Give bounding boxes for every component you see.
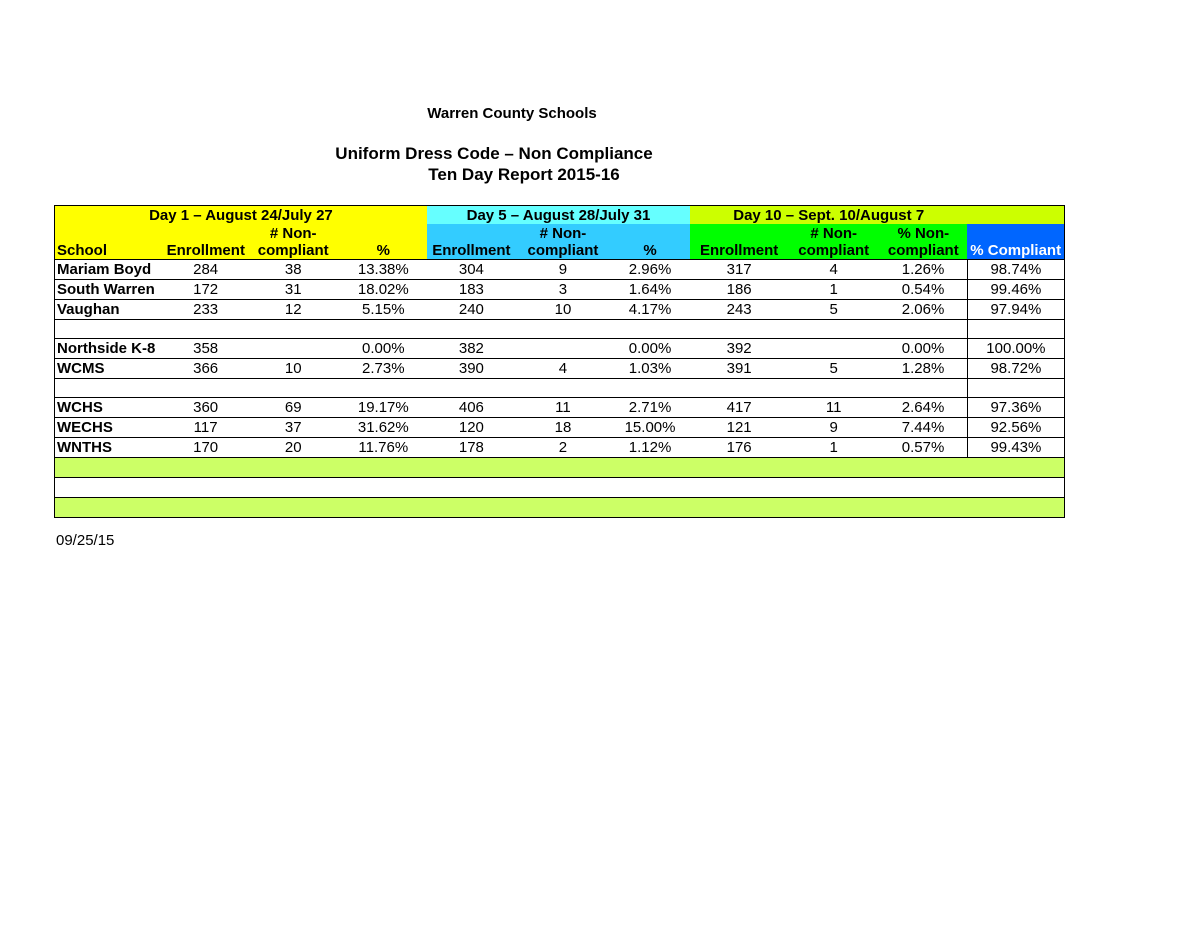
- header-d1-noncompliant-l2: compliant: [257, 242, 329, 259]
- cell-school: South Warren: [55, 280, 165, 300]
- cell-d5-noncompliant: [516, 339, 610, 359]
- group-day10: Day 10 – Sept. 10/August 7: [690, 206, 967, 225]
- header-d10-noncompliant-l1: # Non-: [810, 225, 858, 242]
- cell-d10-percent: 1.26%: [879, 260, 967, 280]
- cell-compliant: 99.43%: [967, 438, 1064, 458]
- cell-school: WCMS: [55, 359, 165, 379]
- cell-d10-percent: 0.57%: [879, 438, 967, 458]
- group-header-row: [55, 206, 1065, 225]
- header-d10-percent: [879, 224, 967, 260]
- cell-d1-percent: 19.17%: [340, 398, 427, 418]
- cell-compliant: 100.00%: [967, 339, 1064, 359]
- cell-d10-noncompliant: 9: [788, 418, 879, 438]
- table-row: [55, 398, 1065, 418]
- table-row: [55, 359, 1065, 379]
- cell-d5-enrollment: 406: [427, 398, 516, 418]
- column-header-row: [55, 224, 1065, 260]
- header-d5-percent: %: [610, 224, 690, 260]
- cell-d10-noncompliant: 1: [788, 280, 879, 300]
- spacer-row: [55, 379, 1065, 398]
- report-subtitle: Ten Day Report 2015-16: [428, 165, 620, 184]
- table-row: [55, 339, 1065, 359]
- header-compliant: % Compliant: [967, 224, 1064, 260]
- cell-d5-noncompliant: 18: [516, 418, 610, 438]
- cell-d10-enrollment: 121: [690, 418, 788, 438]
- cell-d5-percent: 4.17%: [610, 300, 690, 320]
- group-blank: [967, 206, 1064, 225]
- cell-d10-percent: 1.28%: [879, 359, 967, 379]
- cell-school: WNTHS: [55, 438, 165, 458]
- cell-d1-percent: 0.00%: [340, 339, 427, 359]
- cell-d1-percent: 13.38%: [340, 260, 427, 280]
- cell-d10-noncompliant: 11: [788, 398, 879, 418]
- cell-d1-enrollment: 358: [165, 339, 247, 359]
- cell-d1-noncompliant: 12: [247, 300, 340, 320]
- cell-d1-enrollment: 172: [165, 280, 247, 300]
- cell-d1-enrollment: 360: [165, 398, 247, 418]
- footer-band: [55, 498, 1065, 518]
- cell-d10-noncompliant: 4: [788, 260, 879, 280]
- cell-d5-enrollment: 178: [427, 438, 516, 458]
- cell-d1-enrollment: 170: [165, 438, 247, 458]
- cell-d10-enrollment: 317: [690, 260, 788, 280]
- footer-band: [55, 478, 1065, 498]
- header-d5-enrollment: Enrollment: [427, 224, 516, 260]
- cell-school: Mariam Boyd: [55, 260, 165, 280]
- cell-d1-noncompliant: 69: [247, 398, 340, 418]
- table-row: [55, 260, 1065, 280]
- cell-d5-percent: 2.96%: [610, 260, 690, 280]
- cell-d5-enrollment: 304: [427, 260, 516, 280]
- cell-d1-enrollment: 233: [165, 300, 247, 320]
- cell-d10-noncompliant: [788, 339, 879, 359]
- table-row: [55, 300, 1065, 320]
- header-d10-noncompliant: [788, 224, 879, 260]
- group-day1: Day 1 – August 24/July 27: [55, 206, 427, 225]
- header-d5-noncompliant-l1: # Non-: [539, 225, 587, 242]
- cell-d1-percent: 5.15%: [340, 300, 427, 320]
- cell-d1-noncompliant: [247, 339, 340, 359]
- cell-d10-enrollment: 417: [690, 398, 788, 418]
- header-school: School: [55, 224, 165, 260]
- cell-d1-noncompliant: 37: [247, 418, 340, 438]
- header-d10-enrollment: Enrollment: [690, 224, 788, 260]
- cell-d1-enrollment: 284: [165, 260, 247, 280]
- footer-band: [55, 458, 1065, 478]
- cell-d5-percent: 1.12%: [610, 438, 690, 458]
- cell-d10-enrollment: 391: [690, 359, 788, 379]
- cell-d1-percent: 31.62%: [340, 418, 427, 438]
- header-d1-noncompliant: [247, 224, 340, 260]
- cell-compliant: 98.72%: [967, 359, 1064, 379]
- cell-compliant: 97.94%: [967, 300, 1064, 320]
- cell-d1-noncompliant: 20: [247, 438, 340, 458]
- cell-d10-noncompliant: 1: [788, 438, 879, 458]
- cell-d5-enrollment: 120: [427, 418, 516, 438]
- cell-d10-percent: 0.54%: [879, 280, 967, 300]
- cell-d1-enrollment: 366: [165, 359, 247, 379]
- cell-d10-percent: 2.06%: [879, 300, 967, 320]
- cell-d10-enrollment: 176: [690, 438, 788, 458]
- cell-d10-percent: 2.64%: [879, 398, 967, 418]
- cell-d5-noncompliant: 11: [516, 398, 610, 418]
- cell-d5-enrollment: 240: [427, 300, 516, 320]
- cell-d5-percent: 1.64%: [610, 280, 690, 300]
- spacer-row: [55, 320, 1065, 339]
- cell-d10-enrollment: 186: [690, 280, 788, 300]
- cell-d5-percent: 15.00%: [610, 418, 690, 438]
- cell-d10-noncompliant: 5: [788, 300, 879, 320]
- cell-d5-noncompliant: 9: [516, 260, 610, 280]
- cell-d5-noncompliant: 2: [516, 438, 610, 458]
- cell-compliant: 97.36%: [967, 398, 1064, 418]
- header-d1-enrollment: Enrollment: [165, 224, 247, 260]
- cell-d1-noncompliant: 38: [247, 260, 340, 280]
- report-date: 09/25/15: [56, 532, 115, 549]
- cell-compliant: 92.56%: [967, 418, 1064, 438]
- table-row: [55, 418, 1065, 438]
- header-d5-noncompliant-l2: compliant: [527, 242, 599, 259]
- report-title: Uniform Dress Code – Non Compliance: [335, 144, 653, 163]
- cell-d5-percent: 1.03%: [610, 359, 690, 379]
- cell-school: Vaughan: [55, 300, 165, 320]
- cell-d5-noncompliant: 10: [516, 300, 610, 320]
- header-d1-noncompliant-l1: # Non-: [269, 225, 317, 242]
- group-day5: Day 5 – August 28/July 31: [427, 206, 690, 225]
- cell-d5-percent: 2.71%: [610, 398, 690, 418]
- cell-d1-percent: 2.73%: [340, 359, 427, 379]
- cell-d10-enrollment: 392: [690, 339, 788, 359]
- cell-d10-percent: 0.00%: [879, 339, 967, 359]
- report-table: [54, 205, 1065, 518]
- cell-compliant: 99.46%: [967, 280, 1064, 300]
- cell-d1-noncompliant: 31: [247, 280, 340, 300]
- header-d10-percent-l2: compliant: [887, 242, 959, 259]
- cell-d5-enrollment: 390: [427, 359, 516, 379]
- cell-school: WCHS: [55, 398, 165, 418]
- cell-school: Northside K-8: [55, 339, 165, 359]
- header-d5-noncompliant: [516, 224, 610, 260]
- cell-d5-noncompliant: 3: [516, 280, 610, 300]
- cell-compliant: 98.74%: [967, 260, 1064, 280]
- cell-d5-enrollment: 382: [427, 339, 516, 359]
- cell-d5-percent: 0.00%: [610, 339, 690, 359]
- cell-d1-percent: 11.76%: [340, 438, 427, 458]
- cell-d1-noncompliant: 10: [247, 359, 340, 379]
- table-row: [55, 438, 1065, 458]
- cell-d10-noncompliant: 5: [788, 359, 879, 379]
- cell-d10-enrollment: 243: [690, 300, 788, 320]
- header-d10-percent-l1: % Non-: [897, 225, 950, 242]
- header-d1-percent: %: [340, 224, 427, 260]
- cell-d1-enrollment: 117: [165, 418, 247, 438]
- cell-d5-enrollment: 183: [427, 280, 516, 300]
- header-d10-noncompliant-l2: compliant: [798, 242, 870, 259]
- cell-d10-percent: 7.44%: [879, 418, 967, 438]
- cell-d1-percent: 18.02%: [340, 280, 427, 300]
- org-name: Warren County Schools: [427, 105, 597, 122]
- cell-d5-noncompliant: 4: [516, 359, 610, 379]
- table-row: [55, 280, 1065, 300]
- cell-school: WECHS: [55, 418, 165, 438]
